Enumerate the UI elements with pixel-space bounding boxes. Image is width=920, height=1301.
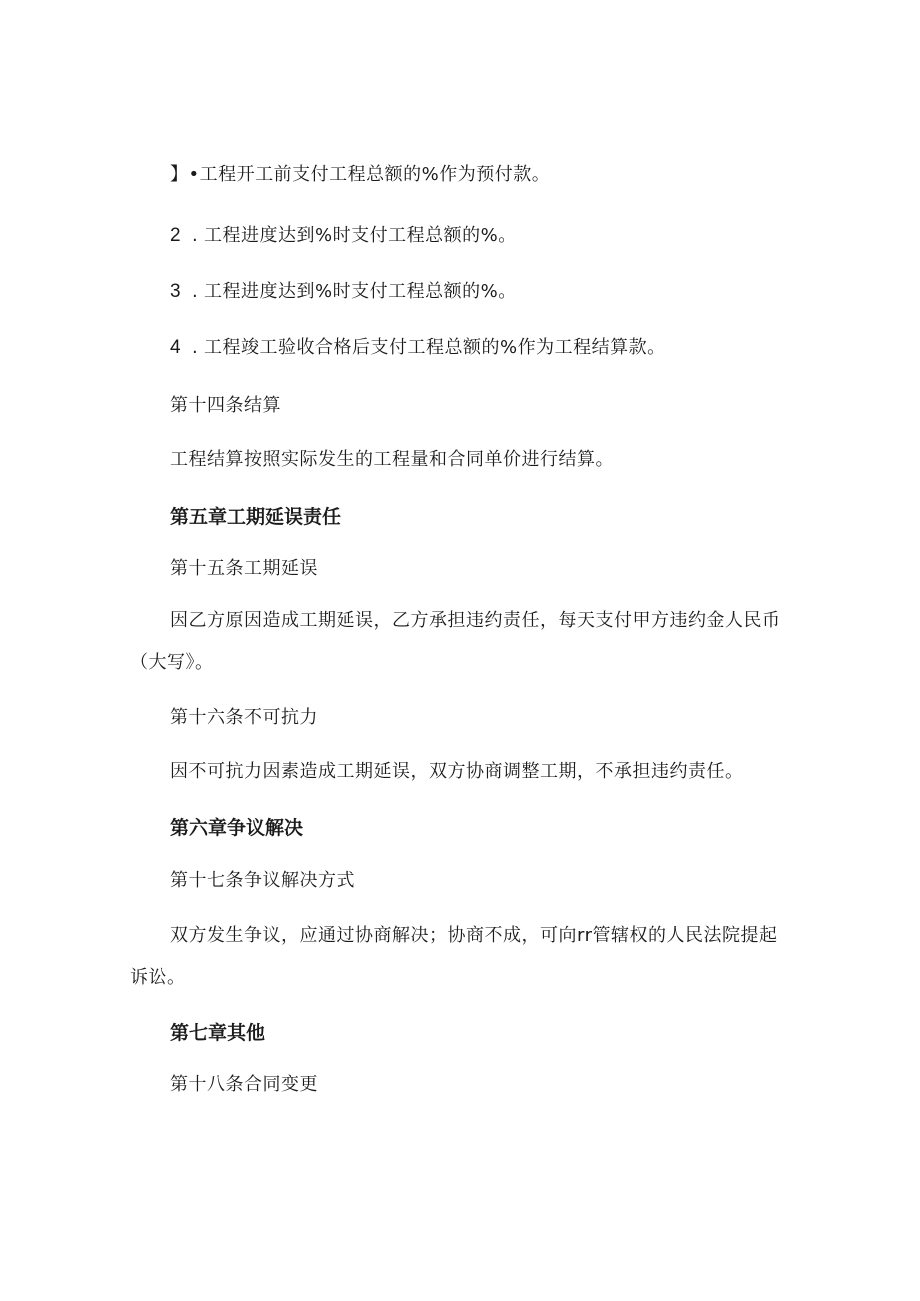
chapter-5-title: 第五章工期延误责任 [170, 506, 342, 528]
payment-item-3 [170, 280, 810, 304]
article-15-body-line-1: 因乙方原因造成工期延误，乙方承担违约责任，每天支付甲方违约金人民币 [170, 610, 781, 631]
payment-item-1-number: 】• [170, 164, 200, 185]
payment-item-4-number: 4 [170, 337, 182, 358]
payment-item-2-number: 2 [170, 225, 182, 246]
payment-item-1 [170, 163, 810, 187]
payment-item-3-number: 3 [170, 281, 182, 302]
article-14-title: 第十四条结算 [170, 395, 281, 416]
article-15-title: 第十五条工期延误 [170, 558, 318, 579]
payment-item-3-text: 工程进度达到%时支付工程总额的%。 [204, 281, 517, 302]
article-16-body: 因不可抗力因素造成工期延误，双方协商调整工期，不承担违约责任。 [170, 761, 744, 782]
payment-item-2-text: 工程进度达到%时支付工程总额的%。 [204, 225, 517, 246]
article-17-body-line-1: 双方发生争议，应通过协商解决；协商不成，可向rr管辖权的人民法院提起 [170, 925, 778, 946]
article-14-body: 工程结算按照实际发生的工程量和合同单价进行结算。 [170, 449, 614, 470]
article-18-title: 第十八条合同变更 [170, 1074, 318, 1095]
payment-item-4 [170, 336, 810, 360]
payment-item-2 [170, 224, 810, 248]
article-15-body-line-2: （大写》。 [130, 652, 214, 673]
payment-item-2-separator: . [192, 225, 199, 246]
chapter-6-title: 第六章争议解决 [170, 817, 304, 839]
payment-item-4-separator: . [192, 337, 199, 358]
payment-item-1-text: 工程开工前支付工程总额的%作为预付款。 [199, 164, 551, 185]
article-17-title: 第十七条争议解决方式 [170, 870, 355, 891]
article-17-body-line-2: 诉讼。 [130, 967, 186, 988]
chapter-7-title: 第七章其他 [170, 1022, 266, 1044]
payment-item-3-separator: . [192, 281, 199, 302]
article-16-title: 第十六条不可抗力 [170, 707, 318, 728]
payment-item-4-text: 工程竣工验收合格后支付工程总额的%作为工程结算款。 [204, 337, 666, 358]
